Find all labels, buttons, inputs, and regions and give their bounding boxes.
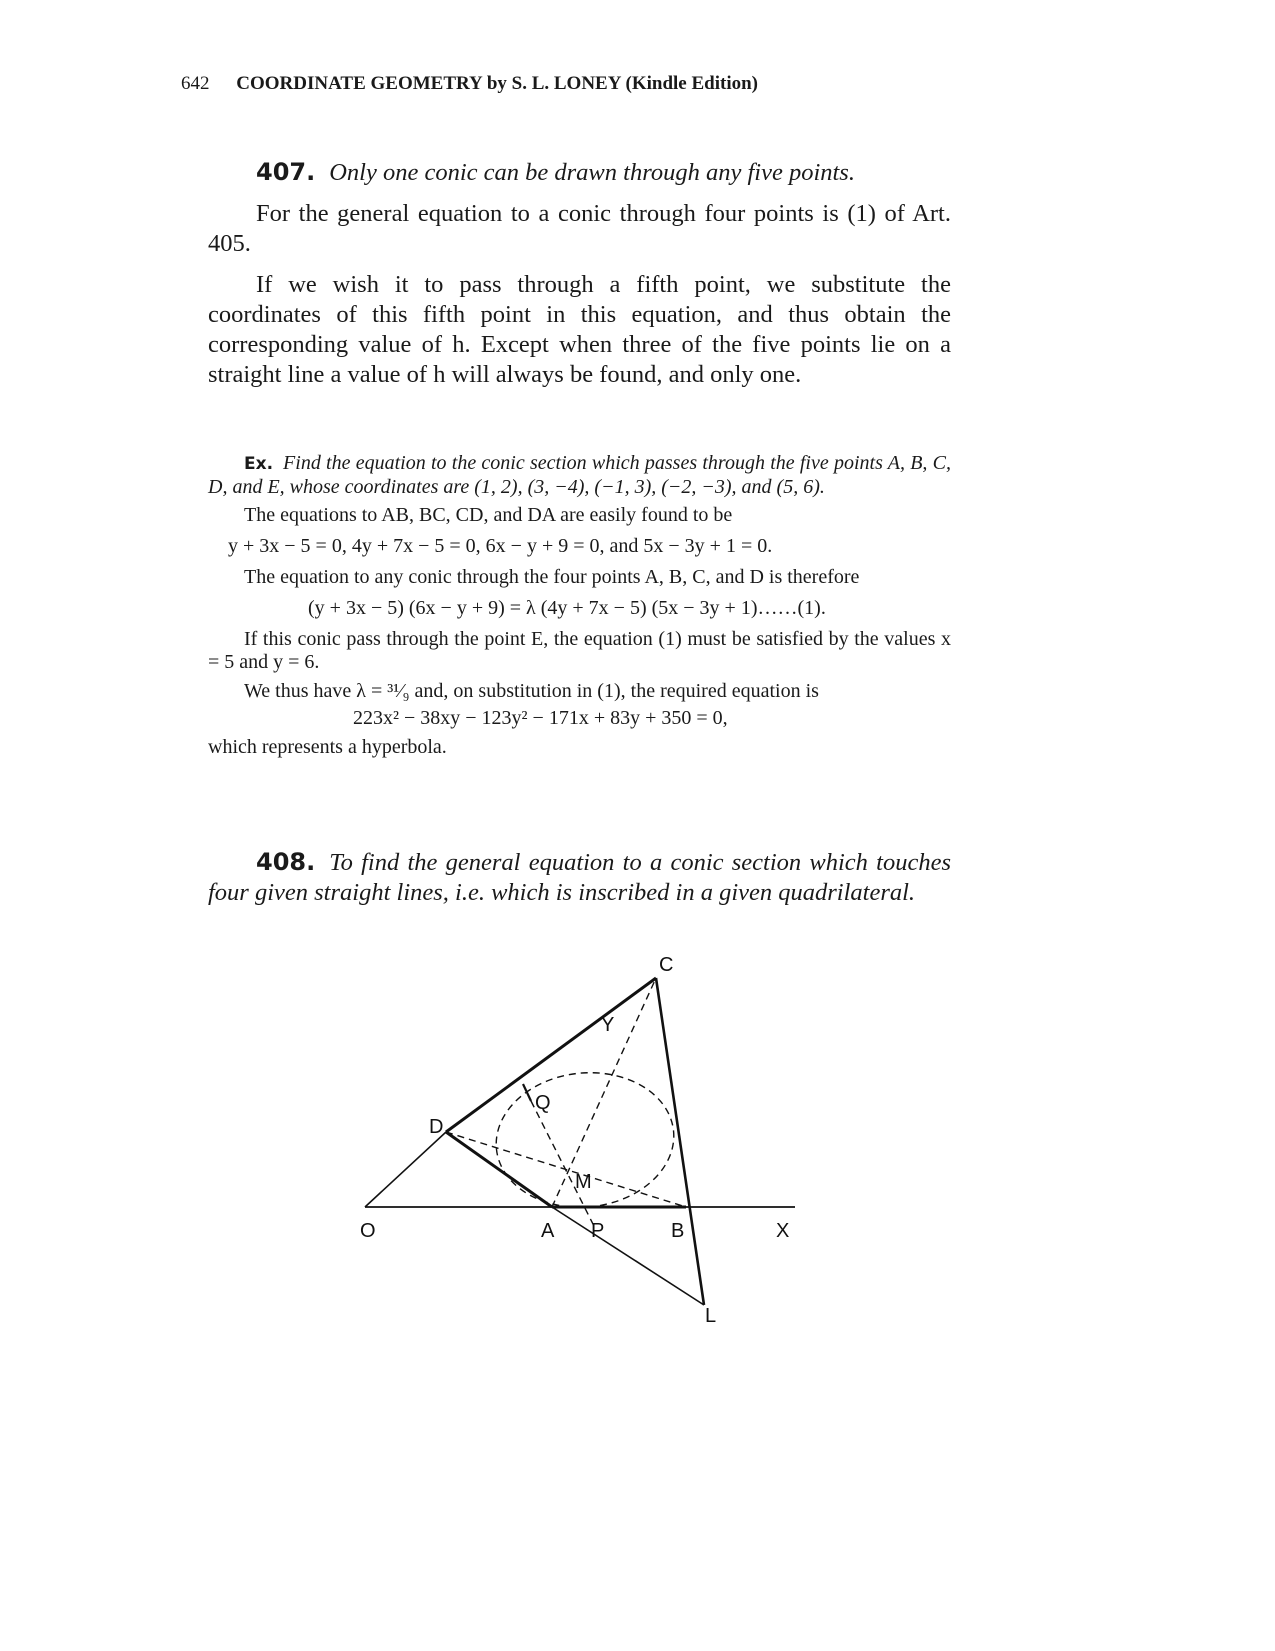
line-cl xyxy=(656,978,704,1305)
equation-conic-family: (y + 3x − 5) (6x − y + 9) = λ (4y + 7x − 5) (5x − 3y + 1)……(1). xyxy=(308,597,826,619)
diagonal-ac xyxy=(552,978,656,1207)
point-label-y: Y xyxy=(601,1014,615,1036)
line-od xyxy=(365,1132,446,1207)
side-dc xyxy=(446,978,656,1132)
article-407-paragraph-2: If we wish it to pass through a fifth point, we substitute the coordinates of this fifth point in this equation, and thus obtain the corresponding value of h. Except when three of the five points lie on a straight line a value of h will always be found, and only one. xyxy=(208,271,951,388)
example-line-3: If this conic pass through the point E, the equation (1) must be satisfied by the values x = 5 and y = 6. xyxy=(208,628,951,673)
point-label-o: O xyxy=(360,1220,376,1242)
point-label-b: B xyxy=(671,1220,685,1242)
point-label-c: C xyxy=(659,954,674,976)
running-title: COORDINATE GEOMETRY by S. L. LONEY (Kindle Edition) xyxy=(236,73,758,94)
article-407-number: 407. xyxy=(256,158,316,186)
side-da xyxy=(446,1132,552,1207)
point-label-l: L xyxy=(705,1305,717,1327)
article-408-title: To find the general equation to a conic section which touches four given straight lines, i.e. which is inscribed in a given quadrilateral. xyxy=(208,849,951,906)
example-statement: Ex. Find the equation to the conic section which passes through the five points A, B, C, D, and E, whose coordinates are (1, 2), (3, −4), (−1, 3), (−2, −3), and (5, 6). xyxy=(208,452,951,498)
example-label: Ex. xyxy=(244,454,274,474)
article-408-number: 408. xyxy=(256,848,316,876)
inscribed-conic xyxy=(489,1064,680,1216)
line-qp xyxy=(531,1101,595,1228)
point-label-d: D xyxy=(429,1116,444,1138)
point-label-a: A xyxy=(541,1220,555,1242)
article-407-paragraph-1: For the general equation to a conic through four points is (1) of Art. 405. xyxy=(208,200,951,257)
example-line-2: The equation to any conic through the four points A, B, C, and D is therefore xyxy=(244,566,860,588)
point-label-p: P xyxy=(591,1220,605,1242)
point-label-m: M xyxy=(575,1171,592,1193)
example-line-4: We thus have λ = ³¹⁄₉ and, on substitution in (1), the required equation is xyxy=(244,680,819,702)
equation-result: 223x² − 38xy − 123y² − 171x + 83y + 350 = 0, xyxy=(353,707,728,729)
point-label-x: X xyxy=(776,1220,790,1242)
page-number: 642 xyxy=(181,73,210,94)
point-label-q: Q xyxy=(535,1092,551,1114)
equation-lines: y + 3x − 5 = 0, 4y + 7x − 5 = 0, 6x − y + 9 = 0, and 5x − 3y + 1 = 0. xyxy=(228,535,773,557)
example-line-5: which represents a hyperbola. xyxy=(208,736,447,758)
article-407-title: Only one conic can be drawn through any five points. xyxy=(329,159,855,186)
example-line-1: The equations to AB, BC, CD, and DA are easily found to be xyxy=(244,504,733,526)
